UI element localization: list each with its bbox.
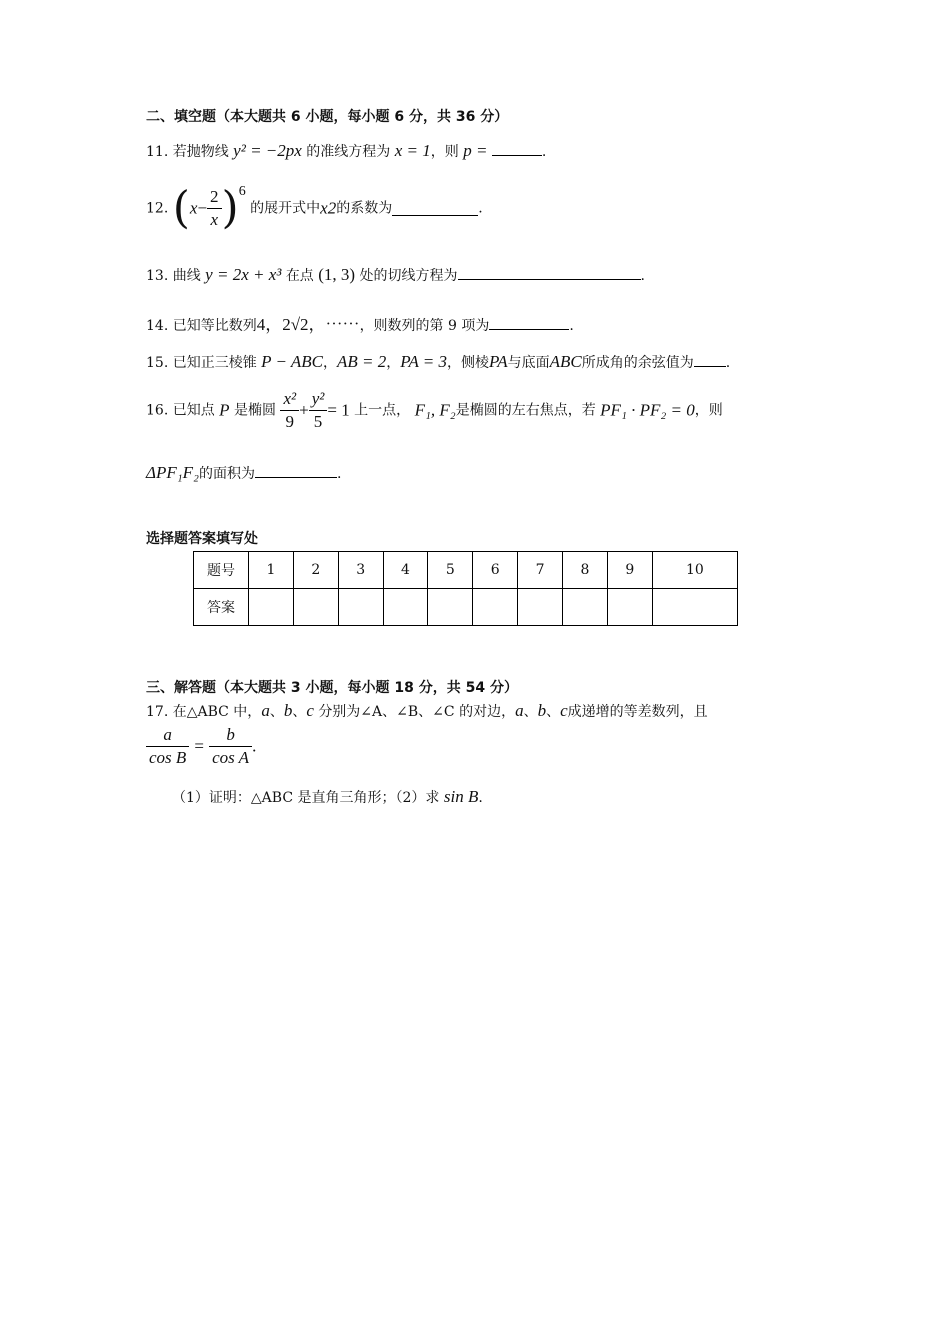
q15-answer-blank[interactable] <box>694 352 726 367</box>
answer-cell-3[interactable] <box>338 589 383 626</box>
col-2: 2 <box>293 552 338 589</box>
section-3-heading: 三、解答题（本大题共 3 小题，每小题 18 分，共 54 分） <box>146 680 518 696</box>
q11-p: p = <box>463 141 488 160</box>
answer-cell-10[interactable] <box>652 589 737 626</box>
q12-answer-blank[interactable] <box>392 201 478 216</box>
answer-cell-2[interactable] <box>293 589 338 626</box>
col-6: 6 <box>473 552 518 589</box>
question-15: 15. 已知正三棱锥 P − ABC，AB = 2，PA = 3，侧棱PA与底面ABC所成角的余弦值为 . <box>146 352 731 371</box>
q16-triangle: ΔPF₁F₂ <box>146 463 199 482</box>
q12-term: x2 <box>320 198 337 218</box>
q16-foci: F₁, F₂ <box>414 400 456 420</box>
q16-number: 16. <box>146 402 169 419</box>
q17-fraction-b: $\frac{b}{\text{cos A}}$ <box>209 724 252 769</box>
table-row-numbers <box>194 552 738 589</box>
q11-text: 若抛物线 <box>172 144 229 160</box>
q14-sequence: 4，2√2，⋯⋯ <box>256 315 360 334</box>
answer-cell-1[interactable] <box>249 589 294 626</box>
question-17: 17. 在△ABC 中，a、b、c 分别为∠A、∠B、∠C 的对边，a、b、c成递增的等差数列，且 <box>146 701 708 720</box>
q11-text-2: 的准线方程为 <box>306 144 391 160</box>
answer-cell-8[interactable] <box>563 589 608 626</box>
question-12: 12. (x− $\frac{2}{x}$ )6 的展开式中x2的系数为 . <box>146 182 483 234</box>
q17-number: 17. <box>146 704 169 720</box>
col-10: 10 <box>652 552 737 589</box>
question-16: 16. 已知点 P 是椭圆 $\frac{\text{x²}}{9}$ + $\frac{\text{y²}}{5}$ = 1 上一点， F₁, F₂是椭圆的左右焦点，若 PF₁ · PF₂ = 0，则 <box>146 389 723 431</box>
answer-cell-7[interactable] <box>518 589 563 626</box>
col-7: 7 <box>518 552 563 589</box>
q11-equation: y² = −2px <box>233 141 302 160</box>
col-8: 8 <box>563 552 608 589</box>
q16-answer-blank[interactable] <box>255 463 337 478</box>
q12-fraction: $\frac{2}{x}$ <box>207 186 222 231</box>
answer-cell-6[interactable] <box>473 589 518 626</box>
col-9: 9 <box>607 552 652 589</box>
section-2-heading: 二、填空题（本大题共 6 小题，每小题 6 分，共 36 分） <box>146 109 509 125</box>
answer-cell-4[interactable] <box>383 589 428 626</box>
q13-point: (1, 3) <box>318 265 356 284</box>
q15-number: 15. <box>146 355 169 371</box>
q16-fraction-y: $\frac{\text{y²}}{5}$ <box>309 388 328 433</box>
question-16-line-2: ΔPF₁F₂的面积为 . <box>146 463 342 482</box>
q15-pyramid: P − ABC <box>261 352 324 371</box>
q12-exponent: 6 <box>238 183 246 199</box>
table-row-answers <box>194 589 738 626</box>
q14-number: 14. <box>146 318 169 334</box>
col-1: 1 <box>249 552 294 589</box>
col-3: 3 <box>338 552 383 589</box>
question-11: 11. 若抛物线 y² = −2px 的准线方程为 x = 1，则 p = . <box>146 141 547 160</box>
q17-equation: $\frac{a}{\text{cos B}}$ = $\frac{b}{\text{cos A}}$ . <box>146 724 256 769</box>
answer-table <box>193 551 738 626</box>
question-13: 13. 曲线 y = 2x + x³ 在点 (1, 3) 处的切线方程为 . <box>146 265 645 284</box>
q17-fraction-a: $\frac{a}{\text{cos B}}$ <box>146 724 189 769</box>
question-14: 14. 已知等比数列4，2√2，⋯⋯，则数列的第 9 项为 . <box>146 315 574 334</box>
q13-curve: y = 2x + x³ <box>205 265 282 284</box>
col-4: 4 <box>383 552 428 589</box>
q16-vector-condition: PF₁ · PF₂ = 0 <box>600 400 695 420</box>
row-label-number: 题号 <box>194 552 249 589</box>
q11-answer-blank[interactable] <box>492 141 542 156</box>
answer-cell-9[interactable] <box>607 589 652 626</box>
q11-text-3: ，则 <box>430 144 459 160</box>
q11-number: 11. <box>146 144 169 160</box>
col-5: 5 <box>428 552 473 589</box>
q12-number: 12. <box>146 200 169 217</box>
q16-fraction-x: $\frac{\text{x²}}{9}$ <box>280 388 299 433</box>
q17-parts: （1）证明：△ABC 是直角三角形；（2）求 sin B. <box>172 787 483 806</box>
answer-cell-5[interactable] <box>428 589 473 626</box>
q13-answer-blank[interactable] <box>458 265 641 280</box>
row-label-answer: 答案 <box>194 589 249 626</box>
q11-directrix: x = 1 <box>394 141 431 160</box>
q13-number: 13. <box>146 268 169 284</box>
q14-answer-blank[interactable] <box>489 315 569 330</box>
choice-answer-title: 选择题答案填写处 <box>146 531 258 547</box>
q17-sinb: sin B <box>443 787 479 806</box>
